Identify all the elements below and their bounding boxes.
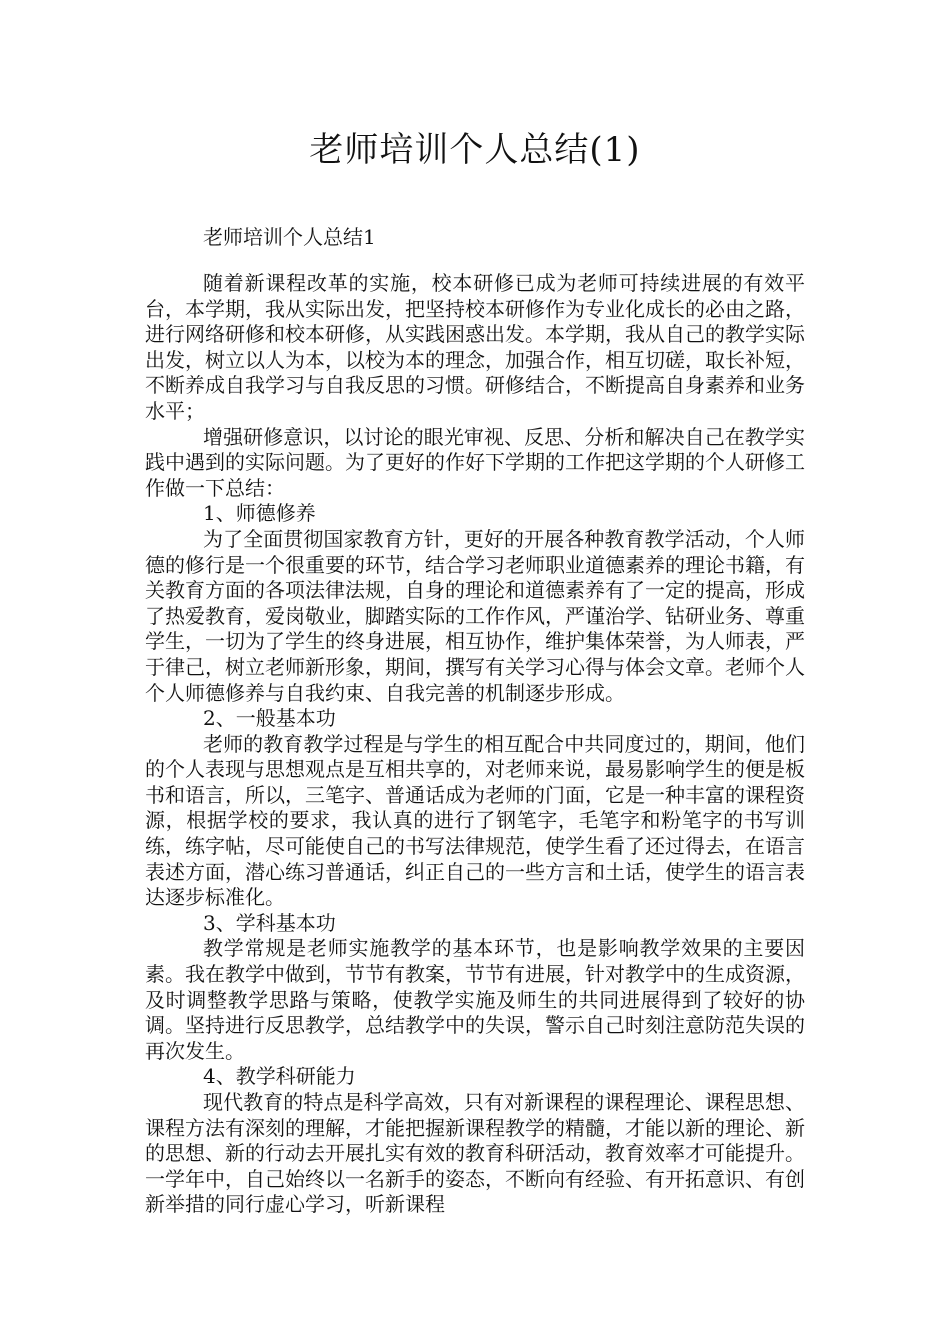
document-subtitle: 老师培训个人总结1	[203, 225, 376, 249]
section-heading: 2、一般基本功	[203, 706, 336, 731]
intro-paragraph: 增强研修意识，以讨论的眼光审视、反思、分析和解决自己在教学实践中遇到的实际问题。为了更好的作好下学期的工作把这学期的个人研修工作做一下总结：	[145, 424, 805, 500]
document-body	[145, 271, 805, 1218]
section-paragraph: 为了全面贯彻国家教育方针，更好的开展各种教育教学活动，个人师德的修行是一个很重要的环节，结合学习老师职业道德素养的理论书籍，有关教育方面的各项法律法规，自身的理论和道德素养有了一定的提高，形成了热爱教育，爱岗敬业，脚踏实际的工作作风，严谨治学、钻研业务、尊重学生，一切为了学生的终身进展，相互协作，维护集体荣誉，为人师表，严于律己，树立老师新形象，期间，撰写有关学习心得与体会文章。老师个人个人师德修养与自我约束、自我完善的机制逐步形成。	[145, 526, 805, 705]
section-paragraph: 现代教育的特点是科学高效，只有对新课程的课程理论、课程思想、课程方法有深刻的理解，才能把握新课程教学的精髓，才能以新的理论、新的思想、新的行动去开展扎实有效的教育科研活动，教育效率才可能提升。一学年中，自己始终以一名新手的姿态，不断向有经验、有开拓意识、有创新举措的同行虚心学习，听新课程	[145, 1090, 805, 1217]
document-title: 老师培训个人总结(1)	[309, 130, 641, 170]
section-heading: 1、师德修养	[203, 501, 316, 526]
intro-paragraph: 随着新课程改革的实施，校本研修已成为老师可持续进展的有效平台，本学期，我从实际出发，把坚持校本研修作为专业化成长的必由之路，进行网络研修和校本研修，从实践困惑出发。本学期，我从自己的教学实际出发，树立以人为本，以校为本的理念，加强合作，相互切磋，取长补短，不断养成自我学习与自我反思的习惯。研修结合，不断提高自身素养和业务水平；	[145, 271, 805, 423]
section-heading: 3、学科基本功	[203, 910, 336, 935]
section-heading: 4、教学科研能力	[203, 1064, 356, 1089]
section-paragraph: 教学常规是老师实施教学的基本环节，也是影响教学效果的主要因素。我在教学中做到，节节有教案，节节有进展，针对教学中的生成资源，及时调整教学思路与策略，使教学实施及师生的共同进展得到了较好的协调。坚持进行反思教学，总结教学中的失误，警示自己时刻注意防范失误的再次发生。	[145, 936, 805, 1063]
section-paragraph: 老师的教育教学过程是与学生的相互配合中共同度过的，期间，他们的个人表现与思想观点是互相共享的，对老师来说，最易影响学生的便是板书和语言，所以，三笔字、普通话成为老师的门面，它是一种丰富的课程资源，根据学校的要求，我认真的进行了钢笔字，毛笔字和粉笔字的书写训练，练字帖，尽可能使自己的书写法律规范，使学生看了还过得去，在语言表述方面，潜心练习普通话，纠正自己的一些方言和土话，使学生的语言表达逐步标准化。	[145, 731, 805, 910]
